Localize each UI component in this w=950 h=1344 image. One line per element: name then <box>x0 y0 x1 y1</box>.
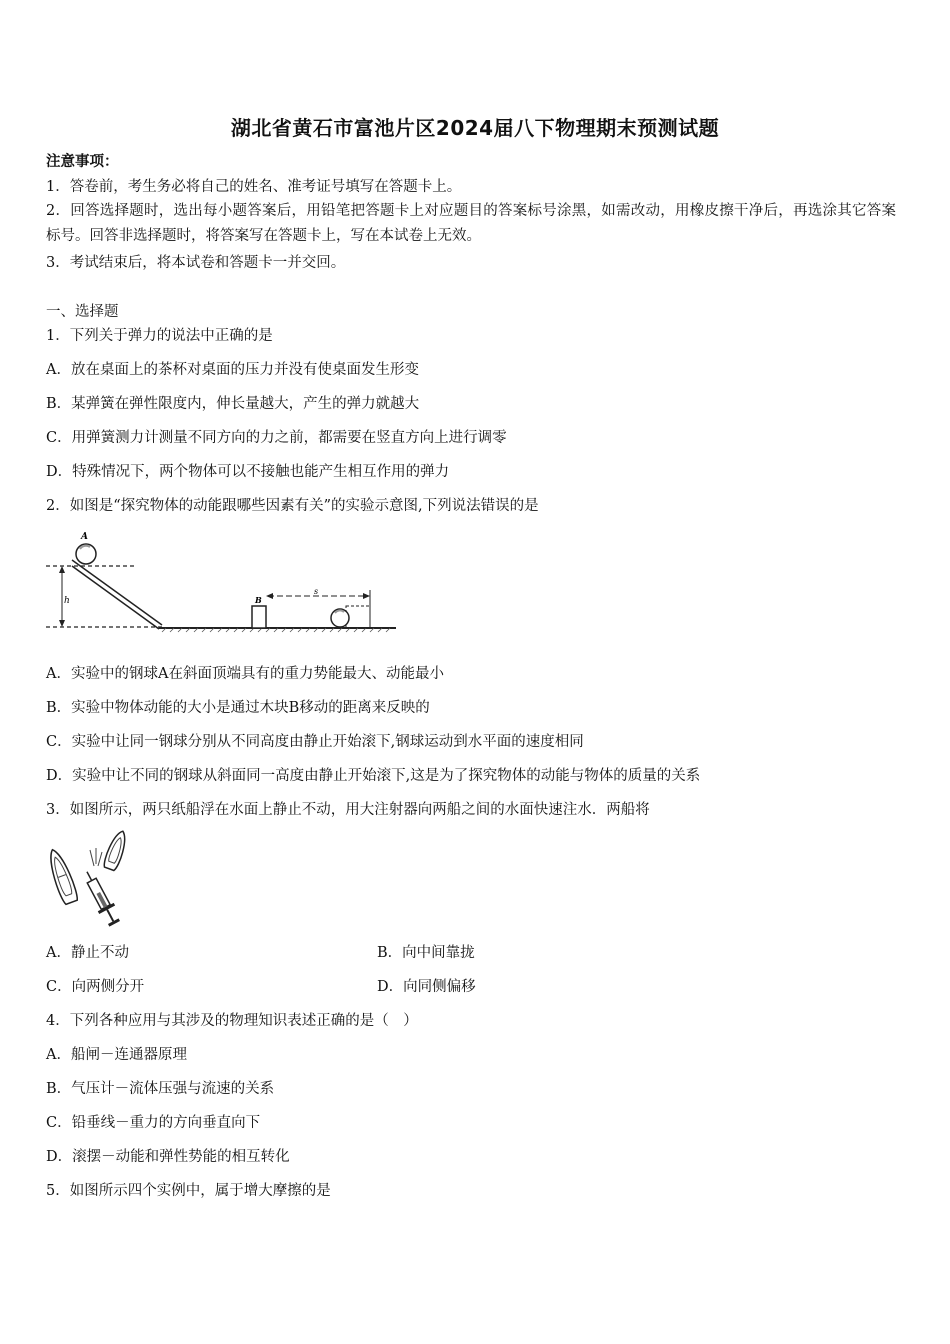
page-title: 湖北省黄石市富池片区2024届八下物理期末预测试题 <box>230 116 720 140</box>
question-3-option-b[interactable]: B．向中间靠拢 <box>377 945 475 961</box>
steel-ball-a <box>76 544 96 564</box>
question-4-option-b[interactable]: B．气压计－流体压强与流速的关系 <box>46 1081 275 1097</box>
question-2-option-d[interactable]: D．实验中让不同的钢球从斜面同一高度由静止开始滚下,这是为了探究物体的动能与物体的质量的关系 <box>46 768 701 784</box>
question-4-option-d[interactable]: D．滚摆－动能和弹性势能的相互转化 <box>46 1149 290 1165</box>
notice-item-3: 3．考试结束后，将本试卷和答题卡一并交回。 <box>46 255 346 271</box>
kinetic-energy-experiment-figure <box>44 528 404 638</box>
notice-item-1: 1．答卷前，考生务必将自己的姓名、准考证号填写在答题卡上。 <box>46 179 462 195</box>
notice-heading: 注意事项： <box>46 153 119 170</box>
question-2-stem: 2．如图是“探究物体的动能跟哪些因素有关”的实验示意图,下列说法错误的是 <box>46 498 539 514</box>
block-label: B <box>255 595 262 605</box>
wooden-block-b <box>252 606 266 628</box>
ball-label: A <box>81 532 88 542</box>
notice-item-2: 2．回答选择题时，选出每小题答案后，用铅笔把答题卡上对应题目的答案标号涂黑，如需改动，用橡皮擦干净后，再选涂其它答案标号。回答非选择题时，将答案写在答题卡上，写在本试卷上无效。 <box>46 203 896 244</box>
distance-label: s <box>314 587 319 596</box>
question-1-option-c[interactable]: C．用弹簧测力计测量不同方向的力之前，都需要在竖直方向上进行调零 <box>46 430 507 446</box>
question-5-stem: 5．如图所示四个实例中，属于增大摩擦的是 <box>46 1183 331 1199</box>
height-label: h <box>64 596 70 606</box>
right-paper-boat <box>102 829 129 872</box>
section-heading: 一、选择题 <box>46 304 119 320</box>
question-2-option-a[interactable]: A．实验中的钢球A在斜面顶端具有的重力势能最大、动能最小 <box>46 666 444 682</box>
question-3-option-d[interactable]: D．向同侧偏移 <box>377 979 476 995</box>
left-paper-boat <box>45 847 80 905</box>
question-4-option-a[interactable]: A．船闸－连通器原理 <box>46 1047 187 1063</box>
question-2-option-c[interactable]: C．实验中让同一钢球分别从不同高度由静止开始滚下,钢球运动到水平面的速度相同 <box>46 734 584 750</box>
question-1-option-a[interactable]: A．放在桌面上的茶杯对桌面的压力并没有使桌面发生形变 <box>46 362 419 378</box>
question-4-stem: 4．下列各种应用与其涉及的物理知识表述正确的是（ ） <box>46 1013 418 1029</box>
question-1-option-d[interactable]: D．特殊情况下，两个物体可以不接触也能产生相互作用的弹力 <box>46 464 450 480</box>
question-3-option-a[interactable]: A．静止不动 <box>46 945 129 961</box>
question-3-option-c[interactable]: C．向两侧分开 <box>46 979 145 995</box>
question-2-option-b[interactable]: B．实验中物体动能的大小是通过木块B移动的距离来反映的 <box>46 700 430 716</box>
syringe <box>79 868 123 929</box>
paper-boats-syringe-figure <box>44 828 132 932</box>
question-4-option-c[interactable]: C．铅垂线－重力的方向垂直向下 <box>46 1115 261 1131</box>
question-3-stem: 3．如图所示，两只纸船浮在水面上静止不动，用大注射器向两船之间的水面快速注水．两船将 <box>46 802 650 818</box>
question-1-option-b[interactable]: B．某弹簧在弹性限度内，伸长量越大，产生的弹力就越大 <box>46 396 420 412</box>
question-1-stem: 1．下列关于弹力的说法中正确的是 <box>46 328 273 344</box>
